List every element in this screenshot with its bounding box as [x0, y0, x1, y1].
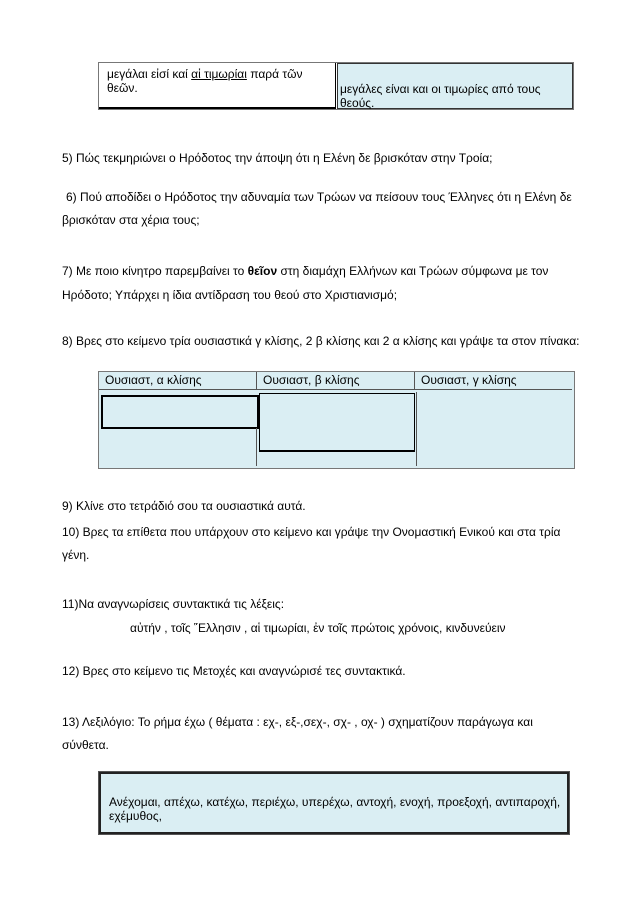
question-6-line1: 6) Πού αποδίδει ο Ηρόδοτος την αδυναμία των Τρώων να πείσουν τους Έλληνες ότι η Ελένη δε	[66, 190, 572, 204]
top-table-right-line1: μεγάλες είναι και οι τιμωρίες από τους	[340, 82, 541, 96]
header-alpha-label: Ουσιαστ, α κλίσης	[105, 373, 202, 387]
vocab-line2: εχέμυθος,	[109, 809, 162, 823]
declension-table	[98, 371, 575, 469]
question-13-line2: σύνθετα.	[62, 738, 109, 752]
top-table-left-cell	[99, 63, 336, 109]
top-table-right-cell	[337, 63, 573, 109]
question-10-line1: 10) Βρες τα επίθετα που υπάρχουν στο κείμενο και γράψε την Ονομαστική Ενικού και στα τρία	[62, 525, 561, 539]
top-table-left-line1	[107, 67, 303, 81]
question-8: 8) Βρες στο κείμενο τρία ουσιαστικά γ κλίσης, 2 β κλίσης και 2 α κλίσης και γράψε τα στον πίνακα:	[62, 334, 580, 348]
header-gamma-label: Ουσιαστ, γ κλίσης	[421, 373, 517, 387]
top-translation-table	[98, 62, 574, 110]
ancient-text-pre: μεγάλαι εἰσί καί	[107, 67, 192, 81]
q7-post: στη διαμάχη Ελλήνων και Τρώων σύμφωνα με τον	[277, 264, 549, 278]
top-table-left-line2: θεῶν.	[107, 81, 138, 95]
question-11: 11)Να αναγνωρίσεις συντακτικά τις λέξεις:	[62, 597, 285, 611]
question-11-words: αὐτήν , τοῖς ῞Ελλησιν , αἱ τιμωρίαι, ἐν τοῖς πρώτοις χρόνοις, κινδυνεύειν	[130, 621, 506, 635]
header-beta-label: Ουσιαστ, β κλίσης	[263, 373, 360, 387]
ancient-text-post: παρά τῶν	[246, 67, 303, 81]
cell-beta-input[interactable]	[259, 393, 415, 452]
cell-alpha-body[interactable]	[99, 428, 257, 466]
cell-alpha-input[interactable]	[101, 395, 259, 429]
question-7-line1	[62, 264, 548, 278]
ancient-text-underlined: αἱ τιμωρίαι	[191, 67, 247, 81]
header-beta	[257, 372, 415, 390]
vocabulary-box	[98, 771, 570, 835]
question-10-line2: γένη.	[62, 548, 90, 562]
question-9: 9) Κλίνε στο τετράδιό σου τα ουσιαστικά αυτά.	[62, 499, 306, 513]
header-gamma	[415, 372, 572, 390]
header-alpha	[99, 372, 257, 390]
q7-pre: 7) Με ποιο κίνητρο παρεμβαίνει το	[62, 264, 248, 278]
question-13-line1: 13) Λεξιλόγιο: Το ρήμα έχω ( θέματα : εχ-, εξ-,σεχ-, σχ- , οχ- ) σχηματίζουν παράγωγα και	[62, 715, 533, 729]
top-table-right-line2: θεούς.	[340, 96, 375, 110]
cell-gamma-body[interactable]	[416, 392, 573, 466]
q7-bold-word: θεῖον	[247, 264, 278, 278]
question-6-line2: βρισκόταν στα χέρια τους;	[62, 213, 200, 227]
question-5: 5) Πώς τεκμηριώνει ο Ηρόδοτος την άποψη ότι η Ελένη δε βρισκόταν στην Τροία;	[62, 151, 493, 165]
question-12: 12) Βρες στο κείμενο τις Μετοχές και αναγνώρισέ τες συντακτικά.	[62, 664, 406, 678]
question-7-line2: Ηρόδοτο; Υπάρχει η ίδια αντίδραση του θεού στο Χριστιανισμό;	[62, 288, 398, 302]
vocab-line1: Ανέχομαι, απέχω, κατέχω, περιέχω, υπερέχω, αντοχή, ενοχή, προεξοχή, αντιπαροχή,	[109, 795, 561, 809]
